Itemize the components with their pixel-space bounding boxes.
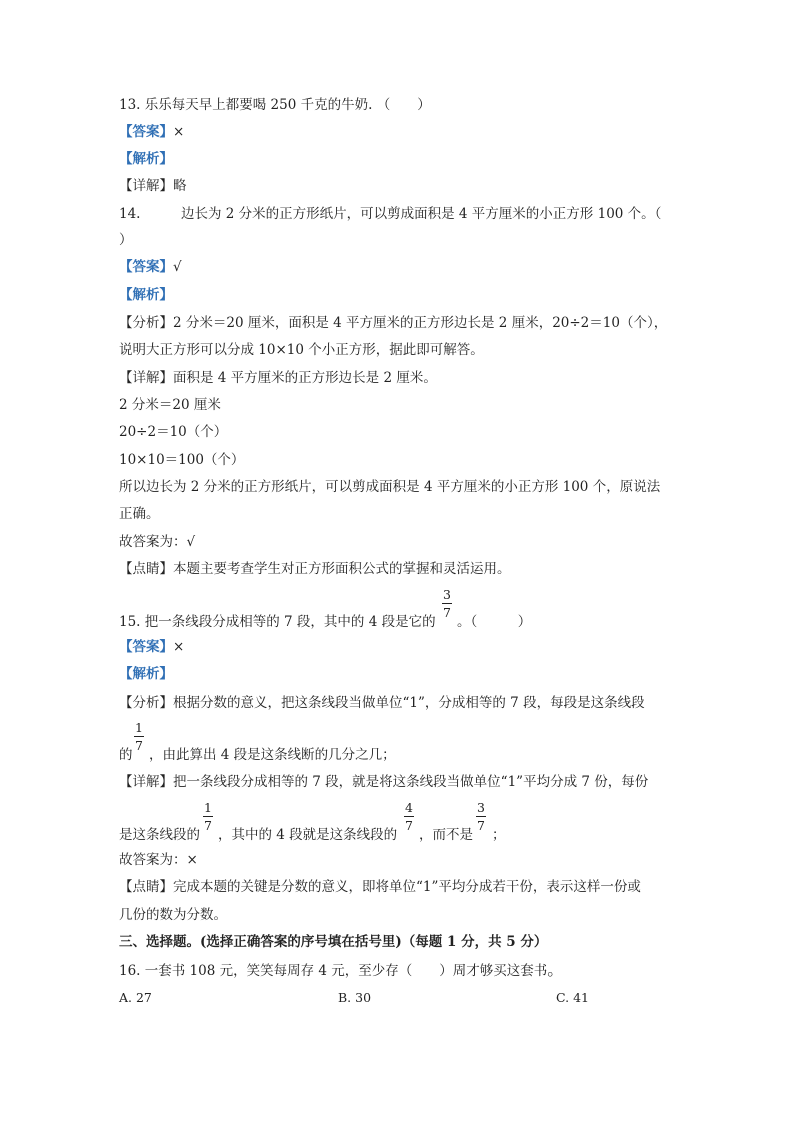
answer-label: 【答案】 bbox=[119, 639, 173, 655]
q14-comment-line bbox=[119, 559, 511, 579]
q15-detail2-a: 是这条线段的 bbox=[119, 827, 200, 843]
denominator: 7 bbox=[135, 738, 143, 753]
analysis-label: 【解析】 bbox=[119, 666, 173, 682]
fenxi-label: 【分析】 bbox=[119, 695, 173, 711]
fraction-4-7 bbox=[404, 800, 414, 833]
fraction-bar bbox=[203, 816, 213, 817]
fraction-3-7 bbox=[476, 800, 486, 833]
numerator: 3 bbox=[477, 800, 485, 815]
q16-option-b: B. 30 bbox=[338, 990, 372, 1005]
q15-detail1: 把一条线段分成相等的 7 段，就是将这条线段当做单位“1”平均分成 7 份，每份 bbox=[173, 774, 649, 790]
q14-comment: 本题主要考查学生对正方形面积公式的掌握和灵活运用。 bbox=[173, 561, 511, 577]
answer-label: 【答案】 bbox=[119, 124, 173, 140]
fenxi-label: 【分析】 bbox=[119, 315, 173, 331]
denominator: 7 bbox=[477, 818, 485, 833]
fraction-3-7 bbox=[442, 587, 452, 620]
fraction-bar bbox=[404, 816, 414, 817]
q14-fenxi2: 说明大正方形可以分成 10×10 个小正方形，据此即可解答。 bbox=[119, 342, 484, 358]
q16-end: 。 bbox=[547, 960, 564, 979]
answer-label: 【答案】 bbox=[119, 259, 173, 275]
q14-calc-line2: 20÷2＝10（个） bbox=[119, 424, 228, 440]
q14-final: 故答案为：√ bbox=[119, 534, 196, 550]
q14-answer: √ bbox=[173, 259, 182, 275]
q15-detail2-d: ； bbox=[492, 827, 506, 843]
q16-text: 16. 一套书 108 元，笑笑每周存 4 元，至少存（ ）周才够买这套书 bbox=[119, 963, 548, 979]
q13-detail: 略 bbox=[173, 178, 187, 194]
q15-stem-a: 15. 把一条线段分成相等的 7 段，其中的 4 段是它的 bbox=[119, 614, 436, 630]
fraction-bar bbox=[476, 816, 486, 817]
q14-detail1: 面积是 4 平方厘米的正方形边长是 2 厘米。 bbox=[173, 370, 437, 386]
numerator: 1 bbox=[204, 800, 212, 815]
q13-stem: 13. 乐乐每天早上都要喝 250 千克的牛奶. （ ） bbox=[119, 97, 431, 113]
comment-label: 【点睛】 bbox=[119, 879, 173, 895]
q14-stem-cont: ） bbox=[119, 232, 133, 248]
q13-analysis-line bbox=[119, 149, 173, 169]
q16-stem bbox=[119, 960, 563, 981]
denominator: 7 bbox=[204, 818, 212, 833]
fraction-bar bbox=[442, 603, 452, 604]
q14-detail-line1 bbox=[119, 368, 437, 388]
detail-label: 【详解】 bbox=[119, 370, 173, 386]
fraction-1-7 bbox=[203, 800, 213, 833]
q13-answer-line bbox=[119, 122, 184, 142]
q15-answer-line bbox=[119, 637, 184, 657]
q13-answer: × bbox=[173, 124, 185, 140]
q15-fenxi-line1 bbox=[119, 693, 645, 713]
q15-comment2: 几份的数为分数。 bbox=[119, 907, 227, 923]
q14-fenxi-line1 bbox=[119, 313, 667, 333]
q15-comment-line1 bbox=[119, 877, 641, 897]
detail-label: 【详解】 bbox=[119, 178, 173, 194]
q14-conclusion1: 所以边长为 2 分米的正方形纸片，可以剪成面积是 4 平方厘米的小正方形 100 个，原说法 bbox=[119, 479, 661, 495]
q15-final: 故答案为：× bbox=[119, 852, 198, 868]
q15-stem-b: 。（ ） bbox=[457, 614, 532, 630]
numerator: 3 bbox=[443, 587, 451, 602]
q16-option-a: A. 27 bbox=[119, 990, 152, 1005]
section-3-title: 三、选择题。(选择正确答案的序号填在括号里)（每题 1 分，共 5 分） bbox=[119, 934, 548, 950]
q15-detail2-b: ，其中的 4 段就是这条线段的 bbox=[218, 827, 398, 843]
q14-calc-line1: 2 分米＝20 厘米 bbox=[119, 397, 221, 413]
fraction-bar bbox=[134, 736, 144, 737]
q15-fenxi2-a: 的 bbox=[119, 747, 133, 763]
q15-detail2-c: ，而不是 bbox=[419, 827, 473, 843]
q15-detail-line1 bbox=[119, 772, 648, 792]
q14-fenxi1: 2 分米＝20 厘米，面积是 4 平方厘米的正方形边长是 2 厘米，20÷2＝10（个）， bbox=[173, 315, 668, 331]
numerator: 1 bbox=[135, 720, 143, 735]
denominator: 7 bbox=[405, 818, 413, 833]
q16-option-c: C. 41 bbox=[556, 990, 589, 1005]
q14-analysis-line bbox=[119, 285, 173, 305]
q14-conclusion2: 正确。 bbox=[119, 506, 160, 522]
q15-analysis-line bbox=[119, 664, 173, 684]
analysis-label: 【解析】 bbox=[119, 151, 173, 167]
comment-label: 【点睛】 bbox=[119, 561, 173, 577]
q15-answer: × bbox=[173, 639, 185, 655]
analysis-label: 【解析】 bbox=[119, 287, 173, 303]
q15-fenxi1: 根据分数的意义，把这条线段当做单位“1”，分成相等的 7 段，每段是这条线段 bbox=[173, 695, 645, 711]
fraction-1-7 bbox=[134, 720, 144, 753]
q14-calc-line3: 10×10＝100（个） bbox=[119, 452, 245, 468]
detail-label: 【详解】 bbox=[119, 774, 173, 790]
q15-comment1: 完成本题的关键是分数的意义，即将单位“1”平均分成若干份，表示这样一份或 bbox=[173, 879, 641, 895]
q15-fenxi2-b: ，由此算出 4 段是这条线断的几分之几； bbox=[149, 747, 396, 763]
q14-stem: 14. 边长为 2 分米的正方形纸片，可以剪成面积是 4 平方厘米的小正方形 100 个。（ bbox=[119, 206, 662, 222]
denominator: 7 bbox=[443, 605, 451, 620]
q14-answer-line bbox=[119, 257, 182, 277]
q13-detail-line bbox=[119, 176, 187, 196]
numerator: 4 bbox=[405, 800, 413, 815]
